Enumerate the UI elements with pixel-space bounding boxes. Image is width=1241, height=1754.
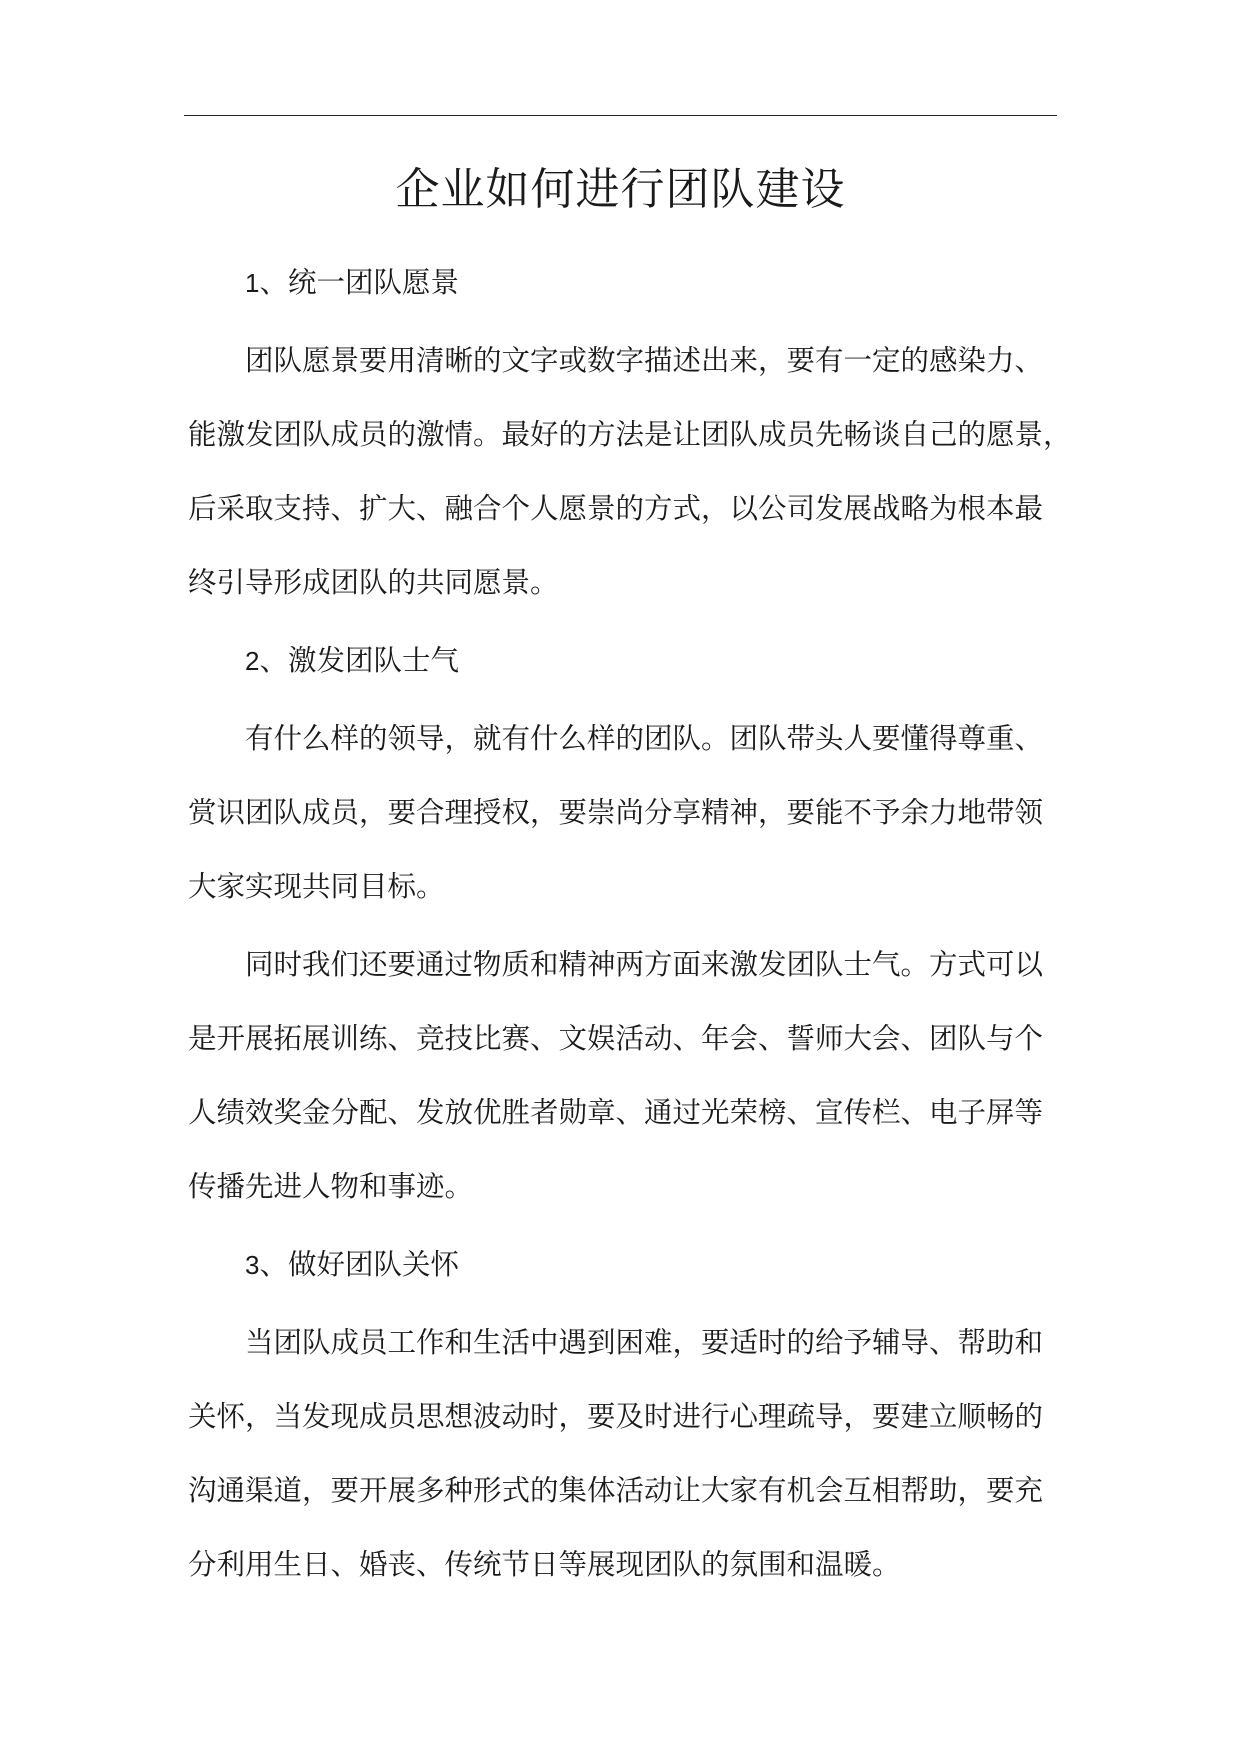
section-number: 3 bbox=[245, 1250, 260, 1280]
paragraph-line: 终引导形成团队的共同愿景。 bbox=[188, 566, 559, 599]
paragraph-line: 当团队成员工作和生活中遇到困难，要适时的给予辅导、帮助和 bbox=[245, 1326, 1044, 1359]
section-heading-text: 、做好团队关怀 bbox=[259, 1248, 459, 1281]
section-heading bbox=[188, 1228, 1068, 1302]
page-title: 企业如何进行团队建设 bbox=[395, 164, 846, 215]
section-heading-text: 、统一团队愿景 bbox=[259, 266, 459, 299]
paragraph-line: 人绩效奖金分配、发放优胜者勋章、通过光荣榜、宣传栏、电子屏等 bbox=[188, 1096, 1044, 1129]
paragraph bbox=[188, 1306, 1068, 1602]
paragraph-line: 关怀，当发现成员思想波动时，要及时进行心理疏导，要建立顺畅的 bbox=[188, 1400, 1044, 1433]
section-number: 2 bbox=[245, 646, 260, 676]
paragraph-line: 团队愿景要用清晰的文字或数字描述出来，要有一定的感染力、 bbox=[245, 344, 1044, 377]
paragraph-line: 同时我们还要通过物质和精神两方面来激发团队士气。方式可以 bbox=[245, 948, 1044, 981]
paragraph bbox=[188, 324, 1072, 620]
paragraph-line: 赏识团队成员，要合理授权，要崇尚分享精神，要能不予余力地带领 bbox=[188, 796, 1044, 829]
paragraph-line: 有什么样的领导，就有什么样的团队。团队带头人要懂得尊重、 bbox=[245, 722, 1044, 755]
paragraph-line: 大家实现共同目标。 bbox=[188, 870, 445, 903]
paragraph-line: 传播先进人物和事迹。 bbox=[188, 1170, 474, 1203]
paragraph bbox=[188, 928, 1068, 1224]
section-heading bbox=[188, 624, 1068, 698]
paragraph-line: 是开展拓展训练、竞技比赛、文娱活动、年会、誓师大会、团队与个 bbox=[188, 1022, 1044, 1055]
paragraph-line: 能激发团队成员的激情。最好的方法是让团队成员先畅谈自己的愿景， bbox=[188, 418, 1072, 451]
section-heading bbox=[188, 246, 1068, 320]
section-heading-text: 、激发团队士气 bbox=[259, 644, 459, 677]
document-body bbox=[188, 246, 1072, 1606]
paragraph bbox=[188, 702, 1068, 924]
paragraph-line: 后采取支持、扩大、融合个人愿景的方式，以公司发展战略为根本最 bbox=[188, 492, 1044, 525]
paragraph-line: 分利用生日、婚丧、传统节日等展现团队的氛围和温暖。 bbox=[188, 1548, 901, 1581]
paragraph-line: 沟通渠道，要开展多种形式的集体活动让大家有机会互相帮助，要充 bbox=[188, 1474, 1044, 1507]
header-rule bbox=[184, 115, 1057, 116]
section-number: 1 bbox=[245, 268, 260, 298]
